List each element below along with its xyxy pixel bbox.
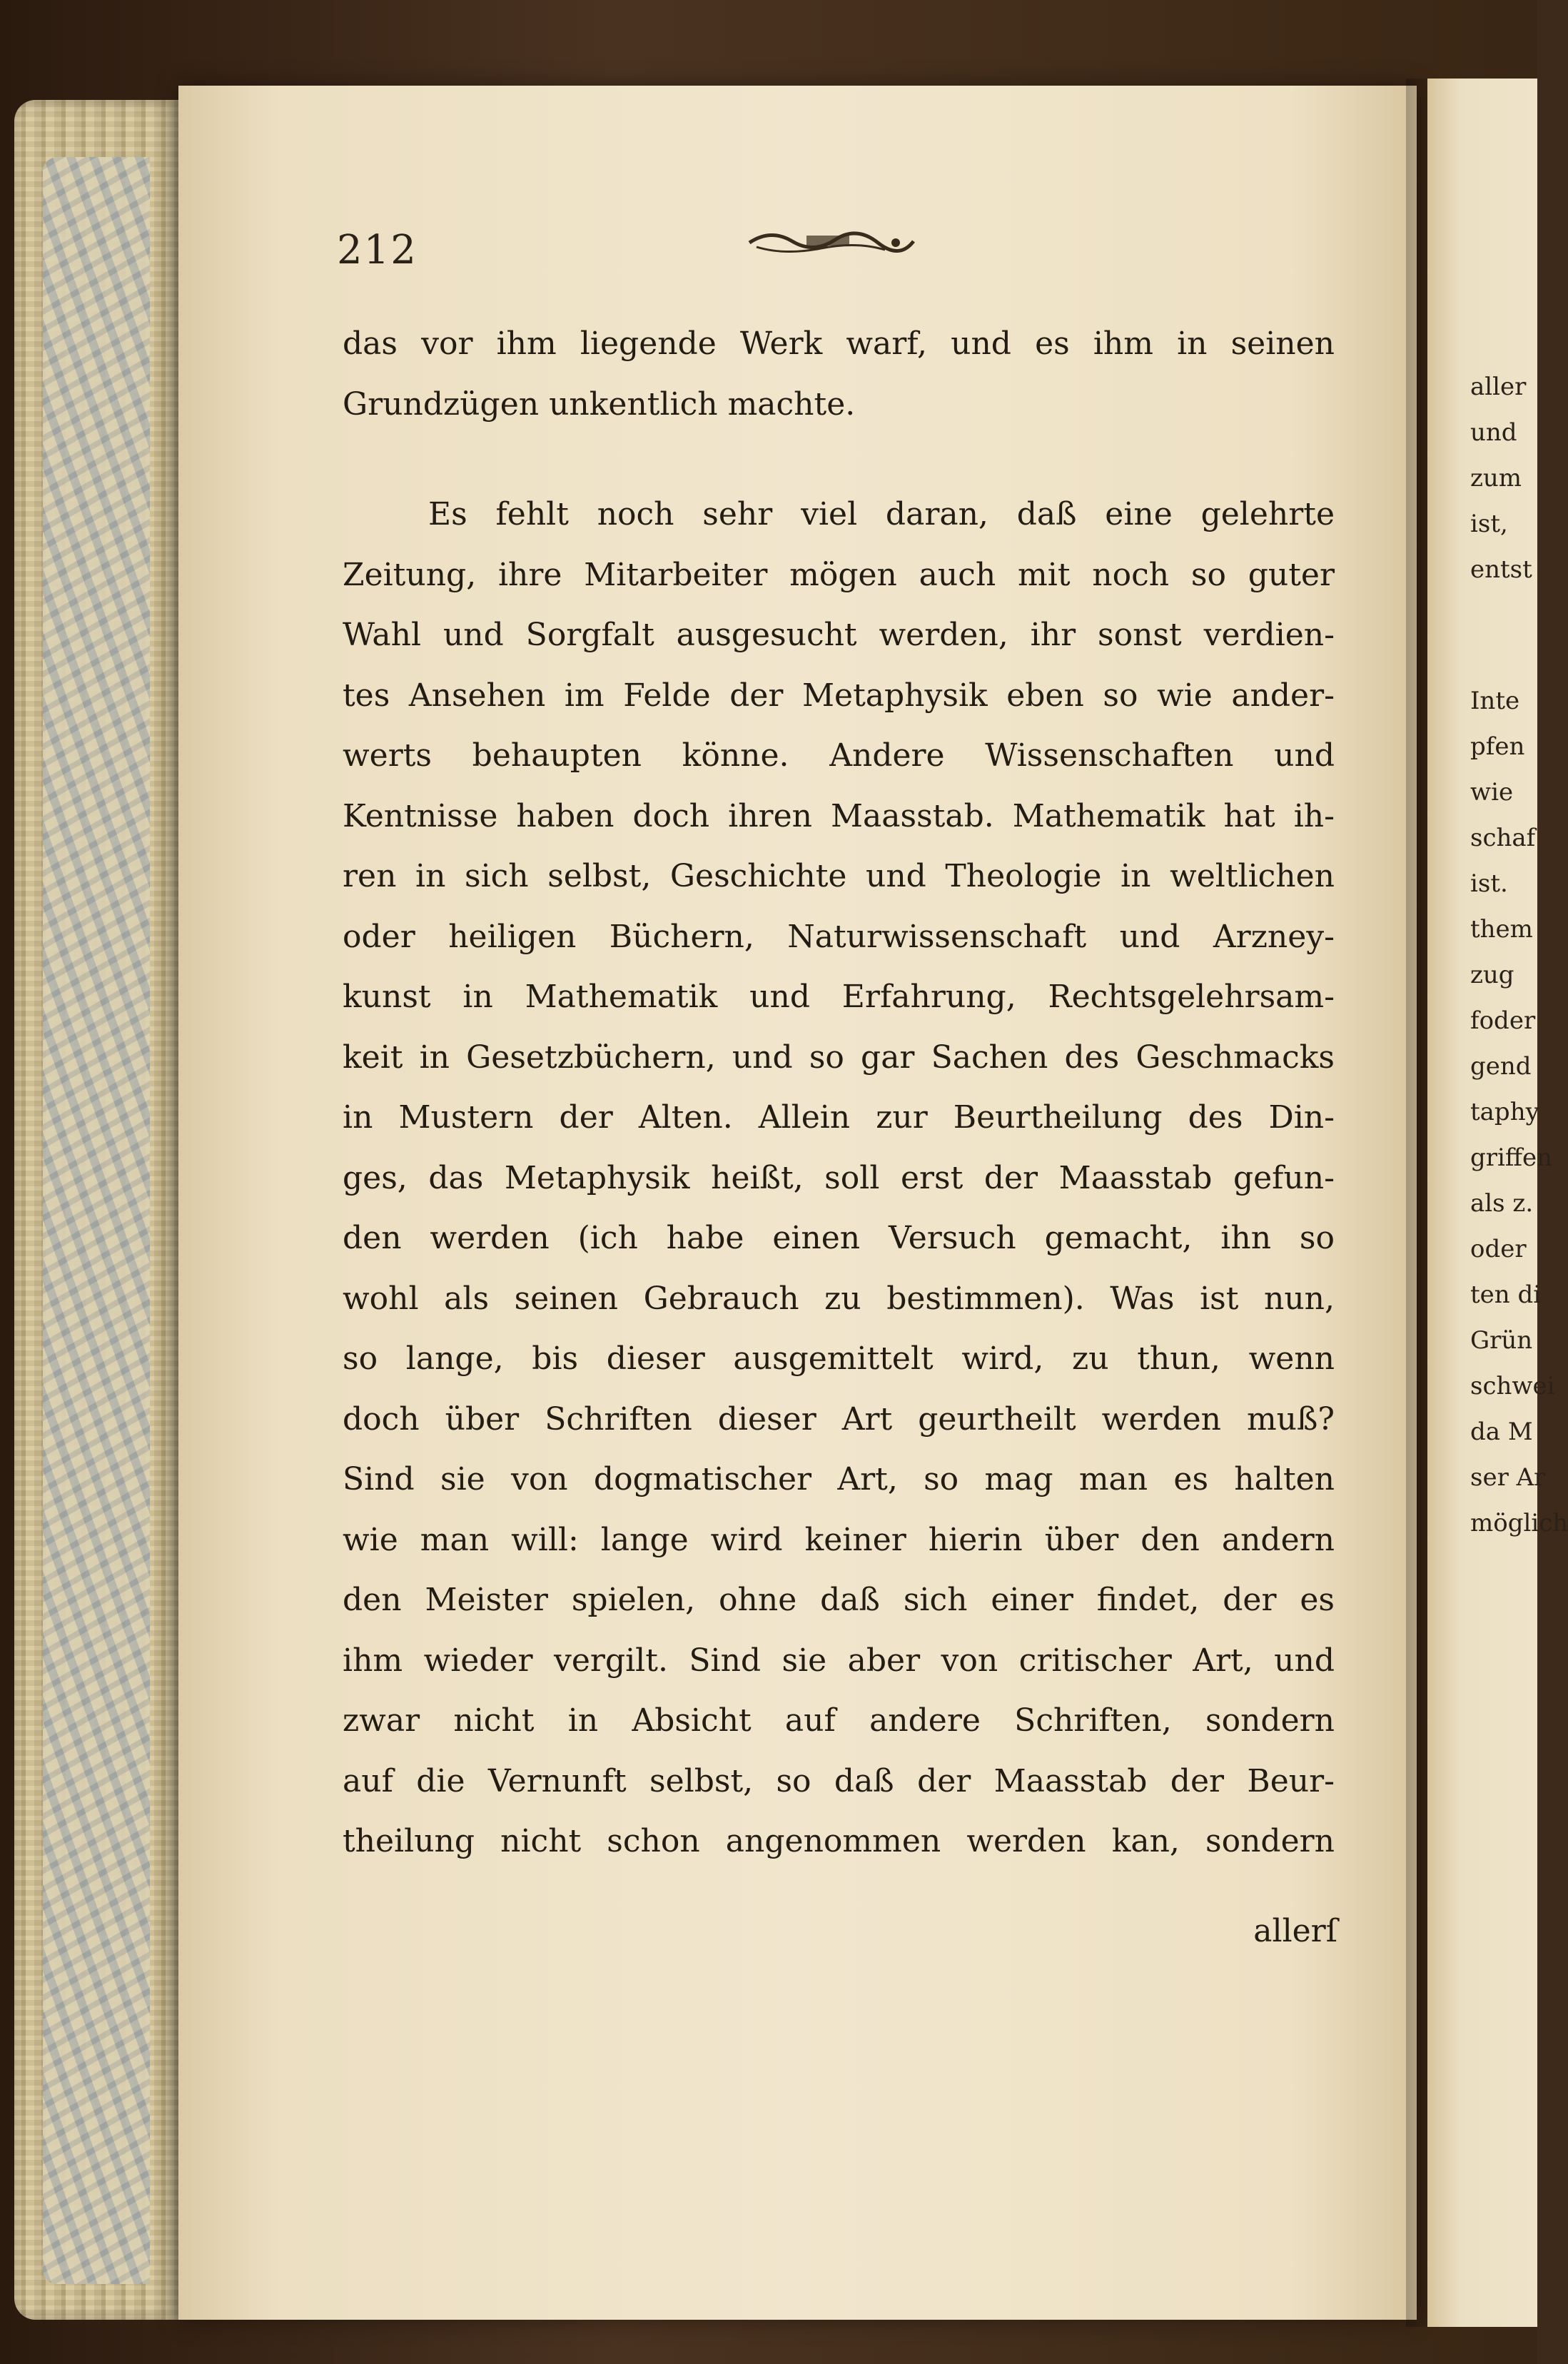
text-line: den Meister spielen, ohne daß sich einer findet, der es [343,1582,1335,1618]
facing-line: Grün [1470,1326,1533,1355]
facing-line: da M [1470,1418,1533,1446]
text-line: Es fehlt noch sehr viel daran, daß eine gelehrte [428,496,1335,532]
text-line: Kentnisse haben doch ihren Maasstab. Mathematik hat ih- [343,797,1335,834]
text-line: den werden (ich habe einen Versuch gemacht, ihn so [343,1220,1335,1256]
facing-line: ten di [1470,1280,1542,1309]
body-text [343,314,1335,1872]
facing-line: taphy [1470,1098,1539,1126]
text-line: doch über Schriften dieser Art geurtheilt werden muß? [343,1400,1335,1438]
facing-line: ist. [1470,869,1508,898]
facing-line: als z. [1470,1189,1534,1218]
catchword: allerſ [1253,1913,1337,1949]
paragraph-gap [343,435,1335,485]
facing-line: zug [1470,961,1514,989]
facing-line: Inte [1470,687,1520,715]
facing-line: möglich [1470,1509,1568,1537]
facing-line: zum [1470,464,1522,492]
text-line: auf die Vernunft selbst, so daß der Maasstab der Beur- [343,1762,1335,1799]
text-line: oder heiligen Büchern, Naturwissenschaft und Arzney- [343,918,1335,955]
text-line: tes Ansehen im Felde der Metaphysik eben so wie ander- [343,677,1335,714]
text-line: kunst in Mathematik und Erfahrung, Rechtsgelehrsam- [343,979,1335,1015]
text-line: wohl als seinen Gebrauch zu bestimmen). Was ist nun, [343,1280,1335,1317]
facing-gap [1470,592,1542,678]
facing-page-text [1470,364,1568,1546]
text-line: das vor ihm liegende Werk warf, und es ihm in seinen [343,325,1335,362]
text-line: ges, das Metaphysik heißt, soll erst der Maasstab gefun- [343,1159,1335,1196]
marbled-edge [43,157,150,2284]
page-number: 212 [337,227,418,273]
facing-line: entst [1470,555,1532,584]
facing-line: foder [1470,1006,1536,1035]
text-line: Wahl und Sorgfalt ausgesucht werden, ihr sonst verdien- [343,617,1335,653]
text-line: Sind sie von dogmatischer Art, so mag man es halten [343,1461,1335,1497]
facing-line: oder [1470,1235,1527,1263]
text-line: so lange, bis dieser ausgemittelt wird, zu thun, wenn [343,1340,1335,1377]
facing-page [1427,79,1568,2327]
text-line: zwar nicht in Absicht auf andere Schriften, sondern [343,1702,1335,1739]
text-line: Grundzügen unkentlich machte. [343,385,856,423]
facing-line: wie [1470,778,1514,807]
text-line: werts behaupten könne. Andere Wissenschaften und [343,737,1335,774]
text-line: ren in sich selbst, Geschichte und Theologie in weltlichen [343,858,1335,894]
facing-line: aller [1470,373,1527,401]
facing-line: und [1470,418,1517,447]
facing-line: ser Ar [1470,1463,1546,1492]
text-line: Zeitung, ihre Mitarbeiter mögen auch mit noch so guter [343,556,1335,593]
facing-line: schwei [1470,1372,1555,1400]
text-line: in Mustern der Alten. Allein zur Beurtheilung des Din- [343,1099,1335,1136]
decorative-rule-icon [742,221,921,264]
text-line: wie man will: lange wird keiner hierin über den andern [343,1521,1335,1558]
facing-line: pfen [1470,732,1525,761]
facing-line: schaf [1470,824,1536,852]
text-line: ihm wieder vergilt. Sind sie aber von critischer Art, und [343,1642,1335,1679]
text-line: keit in Gesetzbüchern, und so gar Sachen des Geschmacks [343,1039,1335,1076]
facing-line: ist, [1470,510,1508,538]
text-line: theilung nicht schon angenommen werden kan, sondern [343,1823,1335,1859]
facing-line: griffen [1470,1143,1553,1172]
facing-line: gend [1470,1052,1532,1081]
facing-line: them [1470,915,1533,944]
